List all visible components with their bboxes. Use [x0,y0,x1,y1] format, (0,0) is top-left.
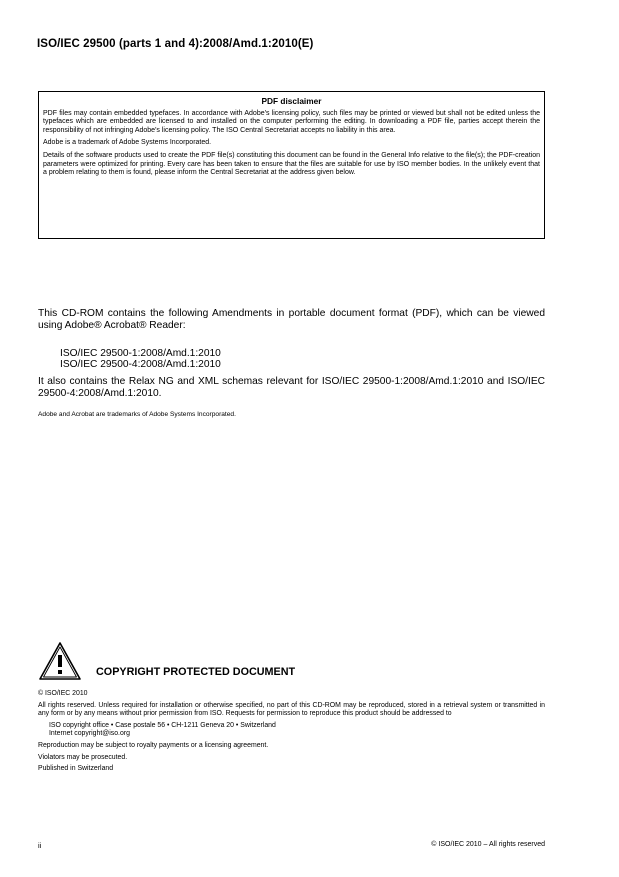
amendment-item: ISO/IEC 29500-1:2008/Amd.1:2010 [60,348,221,359]
pdf-disclaimer-box [38,91,545,239]
disclaimer-paragraph: PDF files may contain embedded typefaces. In accordance with Adobe's licensing policy, such files may be printed or viewed but shall not be edited unless the typefaces which are embedded are licensed to and installed on the computer performing the editing. In downloading a PDF file, parties accept therein the responsibility of not infringing Adobe's licensing policy. The ISO Central Secretariat accepts no liability in this area. [43,109,540,134]
reproduction-note: Reproduction may be subject to royalty payments or a licensing agreement. [38,741,269,749]
violators-note: Violators may be prosecuted. [38,753,128,761]
intro-paragraph: This CD-ROM contains the following Amendments in portable document format (PDF), which can be viewed using Adobe® Acrobat® Reader: [38,308,545,331]
schemas-paragraph: It also contains the Relax NG and XML schemas relevant for ISO/IEC 29500-1:2008/Amd.1:2010 and ISO/IEC 29500-4:2008/Amd.1:2010. [38,376,545,399]
copyright-internet: Internet copyright@iso.org [49,730,130,738]
trademark-note: Adobe and Acrobat are trademarks of Adobe Systems Incorporated. [38,411,236,418]
copyright-address: ISO copyright office • Case postale 56 • CH-1211 Geneva 20 • Switzerland [49,721,276,729]
copyright-notice: © ISO/IEC 2010 [38,690,88,697]
disclaimer-paragraph: Adobe is a trademark of Adobe Systems Incorporated. [43,139,212,147]
published-note: Published in Switzerland [38,765,114,773]
rights-paragraph: All rights reserved. Unless required for installation or otherwise specified, no part of this CD-ROM may be reproduced, stored in a retrieval system or transmitted in any form or by any means without prior permission from ISO. Requests for permission to reproduce this product should be addressed to [38,701,545,718]
amendment-list [60,348,221,371]
disclaimer-paragraph: Details of the software products used to create the PDF file(s) constituting this document can be found in the General Info relative to the file(s); the PDF-creation parameters were optimized for printing. Every care has been taken to ensure that the files are suitable for use by ISO member bodies. In the unlikely event that a problem relating to them is found, please inform the Central Secretariat at the address given below. [43,151,540,177]
footer-rights: © ISO/IEC 2010 – All rights reserved [431,841,545,848]
page-number: ii [38,841,42,850]
copyright-title: COPYRIGHT PROTECTED DOCUMENT [96,666,296,678]
warning-triangle-icon [38,641,82,681]
copyright-block [38,690,545,777]
amendment-item: ISO/IEC 29500-4:2008/Amd.1:2010 [60,359,221,371]
disclaimer-title: PDF disclaimer [261,96,322,106]
page-header: ISO/IEC 29500 (parts 1 and 4):2008/Amd.1:2010(E) [37,38,314,50]
